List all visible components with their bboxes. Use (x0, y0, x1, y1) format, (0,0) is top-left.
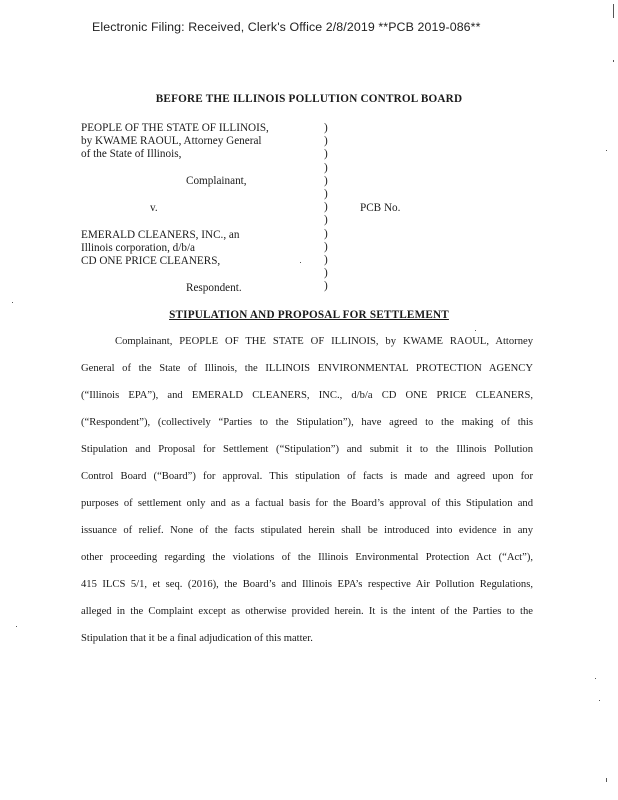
scan-speck (475, 330, 476, 331)
caption-paren: ) (324, 135, 328, 148)
complainant-line: PEOPLE OF THE STATE OF ILLINOIS, (81, 122, 269, 134)
body-line: (“Illinois EPA”), and EMERALD CLEANERS, INC., d/b/a CD ONE PRICE CLEANERS, (81, 390, 533, 401)
caption-paren: ) (324, 227, 328, 240)
scan-speck (12, 302, 13, 303)
caption-paren: ) (324, 161, 328, 174)
complainant-role: Complainant, (186, 175, 247, 187)
scan-speck (16, 626, 17, 627)
scan-speck (613, 4, 614, 18)
complainant-line: of the State of Illinois, (81, 148, 182, 160)
scan-speck (613, 60, 614, 62)
body-line: Complainant, PEOPLE OF THE STATE OF ILLINOIS, by KWAME RAOUL, Attorney (115, 336, 533, 347)
scan-speck (595, 678, 596, 679)
body-line: Control Board (“Board”) for approval. This stipulation of facts is made and agreed upon for (81, 471, 533, 482)
body-line: other proceeding regarding the violations of the Illinois Environmental Protection Act (“Act”), (81, 552, 533, 563)
document-heading-text: STIPULATION AND PROPOSAL FOR SETTLEMENT (169, 309, 449, 321)
body-line: 415 ILCS 5/1, et seq. (2016), the Board’s and Illinois EPA’s respective Air Pollution Regulations, (81, 579, 533, 590)
caption-paren: ) (324, 253, 328, 266)
respondent-line: CD ONE PRICE CLEANERS, (81, 255, 221, 267)
scan-speck (599, 700, 600, 701)
caption-paren: ) (324, 148, 328, 161)
caption-paren: ) (324, 240, 328, 253)
respondent-line: Illinois corporation, d/b/a (81, 242, 196, 254)
body-line: purposes of settlement only and as a factual basis for the Board’s approval of this Stipulation and (81, 498, 533, 509)
scan-speck (606, 150, 607, 151)
case-number-label: PCB No. (360, 202, 401, 214)
caption-paren: ) (324, 187, 328, 200)
caption-paren: ) (324, 214, 328, 227)
body-line: Stipulation and Proposal for Settlement (“Stipulation”) and submit it to the Illinois Pollution (81, 444, 533, 455)
caption-paren: ) (324, 122, 328, 134)
respondent-line: EMERALD CLEANERS, INC., an (81, 229, 240, 241)
caption-paren: ) (324, 267, 328, 280)
filing-stamp: Electronic Filing: Received, Clerk's Office 2/8/2019 **PCB 2019-086** (92, 20, 481, 34)
caption-paren-column (324, 122, 328, 293)
scan-speck (300, 262, 301, 263)
scan-speck (606, 778, 607, 782)
body-line: alleged in the Complaint except as otherwise provided herein. It is the intent of the Parties to the (81, 606, 533, 617)
document-heading (0, 309, 618, 321)
board-title: BEFORE THE ILLINOIS POLLUTION CONTROL BOARD (155, 93, 463, 105)
versus-label: v. (150, 202, 158, 214)
body-line: (“Respondent”), (collectively “Parties to the Stipulation”), have agreed to the making of this (81, 417, 533, 428)
caption-paren: ) (324, 280, 328, 293)
complainant-line: by KWAME RAOUL, Attorney General (81, 135, 262, 147)
caption-paren: ) (324, 201, 328, 214)
respondent-role: Respondent. (186, 282, 242, 294)
body-line: issuance of relief. None of the facts stipulated herein shall be introduced into evidence in any (81, 525, 533, 536)
body-line: General of the State of Illinois, the ILLINOIS ENVIRONMENTAL PROTECTION AGENCY (81, 363, 533, 374)
caption-paren: ) (324, 174, 328, 187)
body-line: Stipulation that it be a final adjudication of this matter. (81, 633, 313, 644)
